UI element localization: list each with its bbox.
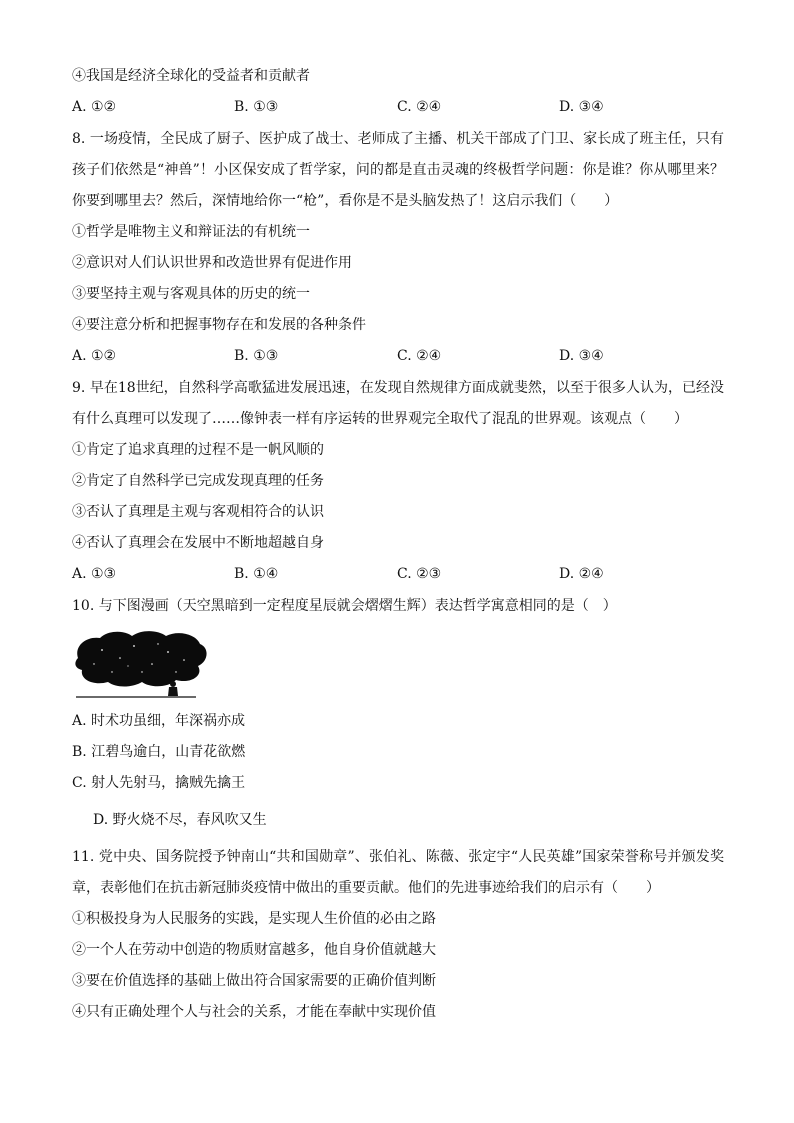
q11-stem: 11. 党中央、国务院授予钟南山“共和国勋章”、张伯礼、陈薇、张定宇“人民英雄”国家荣誉称号并颁发奖章，表彰他们在抗击新冠肺炎疫情中做出的重要贡献。他们的先进事迹给我们的启示有（ ）	[72, 849, 724, 896]
q7-option-b: B. ①③	[234, 99, 279, 115]
q10-option-a: A. 时术功虽细，年深祸亦成	[72, 713, 246, 729]
starry-sky-cartoon	[72, 628, 212, 704]
q8-option-c: C. ②④	[397, 348, 442, 364]
q11-statement-2: ②一个人在劳动中创造的物质财富越多，他自身价值就越大	[72, 942, 436, 958]
q8-statement-3: ③要坚持主观与客观具体的历史的统一	[72, 286, 310, 302]
q10-stem: 10. 与下图漫画（天空黑暗到一定程度星辰就会熠熠生辉）表达哲学寓意相同的是（ ）	[72, 598, 617, 614]
q9-statement-3: ③否认了真理是主观与客观相符合的认识	[72, 504, 324, 520]
q7-option-a: A. ①②	[72, 99, 117, 115]
q8-statement-1: ①哲学是唯物主义和辩证法的有机统一	[72, 224, 310, 240]
q7-option-d: D. ③④	[559, 99, 604, 115]
q9-statement-1: ①肯定了追求真理的过程不是一帆风顺的	[72, 442, 324, 458]
q11-statement-3: ③要在价值选择的基础上做出符合国家需要的正确价值判断	[72, 973, 436, 989]
q7-option-c: C. ②④	[397, 99, 442, 115]
q9-stem: 9. 早在18世纪，自然科学高歌猛进发展迅速，在发现自然规律方面成就斐然，以至于很多人认为，已经没有什么真理可以发现了……像钟表一样有序运转的世界观完全取代了混乱的世界观。该观点（ ）	[72, 380, 724, 427]
q9-statement-4: ④否认了真理会在发展中不断地超越自身	[72, 535, 324, 551]
q8-option-d: D. ③④	[559, 348, 604, 364]
q7-statement-4: ④我国是经济全球化的受益者和贡献者	[72, 68, 310, 84]
q9-option-a: A. ①③	[72, 566, 117, 582]
q9-statement-2: ②肯定了自然科学已完成发现真理的任务	[72, 473, 324, 489]
q11-statement-1: ①积极投身为人民服务的实践，是实现人生价值的必由之路	[72, 911, 436, 927]
q8-statement-2: ②意识对人们认识世界和改造世界有促进作用	[72, 255, 352, 271]
q8-statement-4: ④要注意分析和把握事物存在和发展的各种条件	[72, 317, 366, 333]
q9-option-c: C. ②③	[397, 566, 442, 582]
q9-option-b: B. ①④	[234, 566, 279, 582]
q10-option-c: C. 射人先射马，擒贼先擒王	[72, 775, 246, 791]
q10-option-b: B. 江碧鸟逾白，山青花欲燃	[72, 744, 246, 760]
q8-option-b: B. ①③	[234, 348, 279, 364]
q9-option-d: D. ②④	[559, 566, 604, 582]
q8-option-a: A. ①②	[72, 348, 117, 364]
q10-option-d: D. 野火烧不尽，春风吹又生	[93, 812, 267, 828]
q8-stem: 8. 一场疫情，全民成了厨子、医护成了战士、老师成了主播、机关干部成了门卫、家长成了班主任，只有孩子们依然是“神兽”！小区保安成了哲学家，问的都是直击灵魂的终极哲学问题：你是谁？你从哪里来？你要到哪里去？然后，深情地给你一“枪”，看你是不是头脑发热了！这启示我们（ ）	[72, 131, 724, 209]
q11-statement-4: ④只有正确处理个人与社会的关系，才能在奉献中实现价值	[72, 1004, 436, 1020]
